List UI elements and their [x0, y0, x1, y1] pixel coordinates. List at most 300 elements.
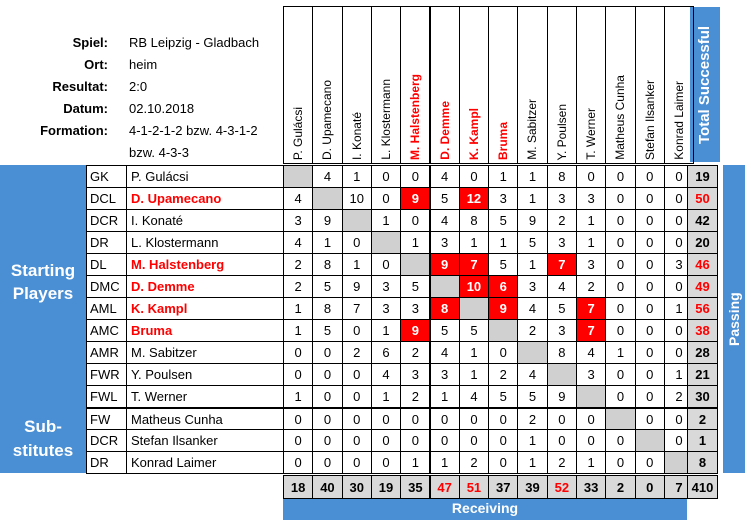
- matrix-cell: 3: [400, 363, 430, 386]
- matrix-cell: 3: [430, 363, 460, 386]
- matrix-cell: 0: [635, 187, 665, 210]
- matrix-cell: 5: [517, 231, 547, 254]
- passing-side-bar: [723, 165, 745, 473]
- column-header: [283, 6, 313, 164]
- column-total: 52: [547, 475, 577, 499]
- matrix-cell: 10: [342, 187, 372, 210]
- matrix-cell: 1: [517, 187, 547, 210]
- matrix-cell: 0: [664, 341, 694, 364]
- matrix-cell: 3: [547, 319, 577, 342]
- matrix-cell: 1: [664, 363, 694, 386]
- matrix-cell: 1: [517, 165, 547, 188]
- matrix-cell: 2: [547, 209, 577, 232]
- matrix-cell: 0: [635, 209, 665, 232]
- column-total: 51: [459, 475, 489, 499]
- matrix-cell: [635, 429, 665, 452]
- row-player-name: K. Kampl: [126, 297, 284, 320]
- row-position: GK: [86, 165, 127, 188]
- row-position: FWR: [86, 363, 127, 386]
- total-successful-header: [690, 7, 720, 162]
- column-header-label: Konrad Laimer: [671, 81, 686, 160]
- info-value: 02.10.2018: [129, 101, 195, 116]
- column-header-label: L. Klostermann: [378, 79, 393, 160]
- matrix-cell: 10: [459, 275, 489, 298]
- matrix-cell: 0: [635, 363, 665, 386]
- matrix-cell: [371, 231, 401, 254]
- row-player-name: M. Halstenberg: [126, 253, 284, 276]
- column-total: 39: [517, 475, 547, 499]
- info-value: RB Leipzig - Gladbach: [129, 35, 260, 50]
- row-total: 49: [687, 275, 718, 298]
- matrix-cell: 0: [547, 429, 577, 452]
- matrix-cell: 1: [371, 385, 401, 408]
- row-position: DCL: [86, 187, 127, 210]
- matrix-cell: 0: [635, 451, 665, 474]
- matrix-cell: 2: [547, 451, 577, 474]
- matrix-cell: 1: [459, 363, 489, 386]
- matrix-cell: 8: [547, 165, 577, 188]
- matrix-cell: 9: [547, 385, 577, 408]
- row-position: DMC: [86, 275, 127, 298]
- row-position: DCR: [86, 429, 127, 452]
- matrix-cell: 0: [635, 275, 665, 298]
- matrix-cell: 1: [371, 209, 401, 232]
- info-label: Formation:: [40, 123, 108, 138]
- matrix-cell: 0: [488, 429, 518, 452]
- matrix-cell: 8: [312, 297, 342, 320]
- matrix-cell: 1: [664, 297, 694, 320]
- matrix-cell: 4: [576, 341, 606, 364]
- matrix-cell: 1: [488, 231, 518, 254]
- matrix-cell: 9: [400, 319, 430, 342]
- matrix-cell: 0: [664, 275, 694, 298]
- matrix-cell: 2: [400, 385, 430, 408]
- matrix-cell: 0: [283, 407, 313, 430]
- matrix-cell: 9: [400, 187, 430, 210]
- matrix-cell: 4: [459, 385, 489, 408]
- matrix-cell: 0: [312, 385, 342, 408]
- matrix-cell: 0: [488, 407, 518, 430]
- matrix-cell: 0: [459, 407, 489, 430]
- matrix-cell: 0: [371, 165, 401, 188]
- matrix-cell: 3: [283, 209, 313, 232]
- matrix-cell: 5: [430, 187, 460, 210]
- matrix-cell: 2: [664, 385, 694, 408]
- matrix-cell: 9: [517, 209, 547, 232]
- row-player-name: D. Upamecano: [126, 187, 284, 210]
- matrix-cell: 4: [430, 209, 460, 232]
- column-total: 19: [371, 475, 401, 499]
- matrix-cell: [342, 209, 372, 232]
- column-header-label: K. Kampl: [466, 107, 481, 160]
- matrix-cell: 4: [547, 275, 577, 298]
- column-header: [342, 6, 372, 164]
- matrix-cell: 9: [342, 275, 372, 298]
- matrix-cell: 4: [430, 165, 460, 188]
- matrix-cell: 0: [605, 429, 635, 452]
- matrix-cell: 0: [605, 319, 635, 342]
- row-total: 2: [687, 407, 718, 430]
- matrix-cell: 4: [312, 165, 342, 188]
- column-header-label: I. Konaté: [349, 111, 364, 160]
- matrix-cell: 0: [664, 209, 694, 232]
- row-player-name: D. Demme: [126, 275, 284, 298]
- column-header: [635, 6, 665, 164]
- matrix-cell: 1: [283, 297, 313, 320]
- matrix-cell: 4: [517, 297, 547, 320]
- matrix-cell: 3: [576, 363, 606, 386]
- matrix-cell: 1: [459, 341, 489, 364]
- matrix-cell: 1: [342, 253, 372, 276]
- matrix-cell: 0: [283, 451, 313, 474]
- matrix-cell: 4: [430, 341, 460, 364]
- matrix-cell: 3: [400, 297, 430, 320]
- matrix-cell: 4: [283, 187, 313, 210]
- column-header: [488, 6, 518, 164]
- matrix-cell: 0: [488, 341, 518, 364]
- matrix-cell: 0: [371, 451, 401, 474]
- matrix-cell: 0: [635, 231, 665, 254]
- column-header: [400, 6, 430, 164]
- matrix-cell: 0: [342, 231, 372, 254]
- matrix-cell: 6: [371, 341, 401, 364]
- matrix-cell: [400, 253, 430, 276]
- matrix-cell: 0: [635, 253, 665, 276]
- row-player-name: L. Klostermann: [126, 231, 284, 254]
- matrix-cell: 5: [488, 385, 518, 408]
- column-header-label: M. Halstenberg: [408, 73, 423, 160]
- matrix-cell: 3: [488, 187, 518, 210]
- matrix-cell: 1: [517, 253, 547, 276]
- matrix-cell: 0: [488, 451, 518, 474]
- matrix-cell: 7: [342, 297, 372, 320]
- matrix-cell: [605, 407, 635, 430]
- matrix-cell: 0: [635, 165, 665, 188]
- matrix-cell: 5: [400, 275, 430, 298]
- matrix-cell: 5: [430, 319, 460, 342]
- matrix-cell: 0: [635, 385, 665, 408]
- matrix-cell: 9: [488, 297, 518, 320]
- starting-players-label: Starting Players: [10, 261, 76, 303]
- info-value: 2:0: [129, 79, 148, 94]
- matrix-cell: 5: [459, 319, 489, 342]
- matrix-cell: 0: [312, 363, 342, 386]
- matrix-cell: 0: [605, 275, 635, 298]
- matrix-cell: [459, 297, 489, 320]
- matrix-cell: 7: [459, 253, 489, 276]
- matrix-cell: 0: [283, 429, 313, 452]
- row-position: DCR: [86, 209, 127, 232]
- matrix-cell: 3: [547, 187, 577, 210]
- matrix-cell: 3: [547, 231, 577, 254]
- matrix-cell: 7: [547, 253, 577, 276]
- matrix-cell: 12: [459, 187, 489, 210]
- matrix-cell: 0: [576, 165, 606, 188]
- matrix-cell: 0: [283, 363, 313, 386]
- substitutes-label-line2: stitutes: [12, 441, 74, 460]
- substitutes-label-line1: Sub-: [24, 417, 62, 436]
- column-header: [576, 6, 606, 164]
- row-player-name: T. Werner: [126, 385, 284, 408]
- matrix-cell: 0: [635, 341, 665, 364]
- row-position: DR: [86, 231, 127, 254]
- matrix-cell: 4: [283, 231, 313, 254]
- matrix-cell: 0: [459, 165, 489, 188]
- info-value: 4-1-2-1-2 bzw. 4-3-1-2: [129, 123, 258, 138]
- matrix-cell: 1: [517, 451, 547, 474]
- matrix-cell: 0: [664, 165, 694, 188]
- matrix-cell: 2: [283, 275, 313, 298]
- row-total: 42: [687, 209, 718, 232]
- column-total: 30: [342, 475, 372, 499]
- row-player-name: Konrad Laimer: [126, 451, 284, 474]
- substitutes-panel: [0, 406, 86, 473]
- matrix-cell: 0: [635, 297, 665, 320]
- matrix-cell: 5: [488, 209, 518, 232]
- matrix-cell: 0: [664, 187, 694, 210]
- matrix-cell: 0: [605, 231, 635, 254]
- matrix-cell: 0: [605, 451, 635, 474]
- matrix-cell: 1: [488, 165, 518, 188]
- matrix-cell: 2: [517, 319, 547, 342]
- column-total: 47: [430, 475, 460, 499]
- matrix-cell: 0: [605, 165, 635, 188]
- matrix-cell: 0: [283, 341, 313, 364]
- column-total: 40: [312, 475, 342, 499]
- matrix-cell: 1: [576, 231, 606, 254]
- matrix-cell: 1: [371, 319, 401, 342]
- matrix-cell: 2: [576, 275, 606, 298]
- matrix-cell: 3: [576, 253, 606, 276]
- matrix-cell: 1: [576, 451, 606, 474]
- info-label: Ort:: [84, 57, 108, 72]
- matrix-cell: 0: [664, 231, 694, 254]
- total-successful-label: Total Successful: [696, 25, 713, 144]
- matrix-cell: 0: [371, 187, 401, 210]
- matrix-cell: 0: [576, 407, 606, 430]
- row-total: 46: [687, 253, 718, 276]
- row-player-name: Bruma: [126, 319, 284, 342]
- row-position: FWL: [86, 385, 127, 408]
- matrix-cell: [517, 341, 547, 364]
- column-header: [547, 6, 577, 164]
- row-total: 21: [687, 363, 718, 386]
- matrix-cell: 1: [605, 341, 635, 364]
- column-total: 7: [664, 475, 694, 499]
- matrix-cell: 3: [371, 297, 401, 320]
- starting-players-panel: [0, 165, 86, 406]
- matrix-cell: [576, 385, 606, 408]
- matrix-cell: 0: [430, 407, 460, 430]
- column-total: 2: [605, 475, 635, 499]
- info-value: heim: [129, 57, 158, 72]
- matrix-cell: 0: [635, 407, 665, 430]
- row-position: DL: [86, 253, 127, 276]
- column-total: 0: [635, 475, 665, 499]
- matrix-cell: 0: [400, 429, 430, 452]
- row-total: 1: [687, 429, 718, 452]
- matrix-cell: 2: [488, 363, 518, 386]
- matrix-cell: 4: [517, 363, 547, 386]
- row-position: FW: [86, 407, 127, 430]
- row-position: AMC: [86, 319, 127, 342]
- matrix-cell: 1: [576, 209, 606, 232]
- matrix-cell: 9: [312, 209, 342, 232]
- row-total: 30: [687, 385, 718, 408]
- matrix-cell: 3: [371, 275, 401, 298]
- matrix-cell: 7: [576, 297, 606, 320]
- column-total: 37: [488, 475, 518, 499]
- column-header: [517, 6, 547, 164]
- matrix-cell: 1: [430, 385, 460, 408]
- matrix-cell: 0: [605, 187, 635, 210]
- row-player-name: Stefan Ilsanker: [126, 429, 284, 452]
- matrix-cell: 0: [342, 319, 372, 342]
- matrix-cell: 0: [342, 451, 372, 474]
- matrix-cell: 0: [605, 297, 635, 320]
- column-header: [430, 6, 460, 164]
- matrix-cell: 5: [312, 319, 342, 342]
- row-total: 28: [687, 341, 718, 364]
- matrix-cell: 0: [664, 407, 694, 430]
- matrix-cell: 0: [371, 429, 401, 452]
- row-total: 56: [687, 297, 718, 320]
- matrix-cell: 0: [400, 407, 430, 430]
- column-header: [459, 6, 489, 164]
- matrix-cell: 0: [342, 385, 372, 408]
- matrix-cell: 5: [547, 297, 577, 320]
- matrix-cell: 8: [312, 253, 342, 276]
- row-position: DR: [86, 451, 127, 474]
- row-position: AML: [86, 297, 127, 320]
- matrix-cell: 3: [430, 231, 460, 254]
- matrix-cell: 0: [459, 429, 489, 452]
- matrix-cell: 9: [430, 253, 460, 276]
- grand-total: 410: [687, 475, 718, 499]
- matrix-cell: 5: [517, 385, 547, 408]
- matrix-cell: 0: [342, 429, 372, 452]
- matrix-cell: 0: [547, 407, 577, 430]
- matrix-cell: 7: [576, 319, 606, 342]
- matrix-cell: 1: [459, 231, 489, 254]
- matrix-cell: 2: [283, 253, 313, 276]
- column-header-label: T. Werner: [584, 108, 598, 160]
- passing-label: Passing: [726, 292, 742, 346]
- matrix-cell: 0: [312, 407, 342, 430]
- row-position: AMR: [86, 341, 127, 364]
- matrix-cell: 3: [664, 253, 694, 276]
- column-header-label: Stefan Ilsanker: [642, 79, 657, 160]
- column-header: [312, 6, 342, 164]
- matrix-cell: 2: [517, 407, 547, 430]
- matrix-cell: 4: [371, 363, 401, 386]
- matrix-cell: 0: [371, 253, 401, 276]
- column-total: 33: [576, 475, 606, 499]
- matrix-cell: 0: [371, 407, 401, 430]
- matrix-cell: 1: [517, 429, 547, 452]
- matrix-cell: 0: [342, 407, 372, 430]
- row-player-name: I. Konaté: [126, 209, 284, 232]
- matrix-cell: 2: [400, 341, 430, 364]
- column-header-label: Bruma: [496, 121, 511, 160]
- matrix-cell: 1: [430, 451, 460, 474]
- row-player-name: P. Gulácsi: [126, 165, 284, 188]
- matrix-cell: 0: [664, 429, 694, 452]
- matrix-cell: 0: [312, 341, 342, 364]
- receiving-bar: Receiving: [283, 497, 687, 520]
- matrix-cell: 8: [430, 297, 460, 320]
- matrix-cell: 0: [605, 363, 635, 386]
- matrix-cell: 0: [400, 165, 430, 188]
- matrix-cell: 0: [635, 319, 665, 342]
- matrix-cell: 0: [605, 209, 635, 232]
- matrix-cell: 0: [342, 363, 372, 386]
- info-label: Resultat:: [52, 79, 108, 94]
- row-player-name: Matheus Cunha: [126, 407, 284, 430]
- matrix-cell: 3: [517, 275, 547, 298]
- row-total: 20: [687, 231, 718, 254]
- row-total: 50: [687, 187, 718, 210]
- matrix-cell: [488, 319, 518, 342]
- matrix-cell: 0: [605, 385, 635, 408]
- column-header-label: D. Upamecano: [320, 79, 335, 160]
- matrix-cell: 5: [488, 253, 518, 276]
- column-total: 18: [283, 475, 313, 499]
- matrix-cell: 1: [400, 231, 430, 254]
- matrix-cell: [430, 275, 460, 298]
- column-header-label: D. Demme: [437, 101, 452, 160]
- row-player-name: M. Sabitzer: [126, 341, 284, 364]
- row-total: 38: [687, 319, 718, 342]
- matrix-cell: 2: [459, 451, 489, 474]
- matrix-cell: 0: [605, 253, 635, 276]
- matrix-cell: 1: [400, 451, 430, 474]
- row-total: 8: [687, 451, 718, 474]
- column-header: [664, 6, 694, 164]
- info-label: Datum:: [63, 101, 108, 116]
- matrix-cell: 0: [312, 451, 342, 474]
- column-header-label: Matheus Cunha: [613, 75, 628, 160]
- matrix-cell: 8: [547, 341, 577, 364]
- matrix-cell: 1: [342, 165, 372, 188]
- matrix-cell: 1: [312, 231, 342, 254]
- matrix-cell: 0: [430, 429, 460, 452]
- column-header: [371, 6, 401, 164]
- matrix-cell: [547, 363, 577, 386]
- matrix-cell: 8: [459, 209, 489, 232]
- matrix-cell: 3: [576, 187, 606, 210]
- row-total: 19: [687, 165, 718, 188]
- column-header-label: Y. Poulsen: [554, 103, 569, 160]
- column-header: [605, 6, 635, 164]
- matrix-cell: 1: [283, 385, 313, 408]
- matrix-cell: 0: [400, 209, 430, 232]
- column-header-label: M. Sabitzer: [525, 99, 540, 160]
- matrix-cell: 6: [488, 275, 518, 298]
- column-header-label: P. Gulácsi: [291, 106, 305, 160]
- row-player-name: Y. Poulsen: [126, 363, 284, 386]
- matrix-cell: [283, 165, 313, 188]
- column-total: 35: [400, 475, 430, 499]
- matrix-cell: 1: [283, 319, 313, 342]
- matrix-cell: 0: [664, 319, 694, 342]
- info-value: bzw. 4-3-3: [129, 145, 189, 160]
- matrix-cell: 0: [312, 429, 342, 452]
- substitutes-label: [0, 415, 86, 463]
- info-label: Spiel:: [72, 35, 108, 50]
- matrix-cell: [312, 187, 342, 210]
- matrix-cell: 5: [312, 275, 342, 298]
